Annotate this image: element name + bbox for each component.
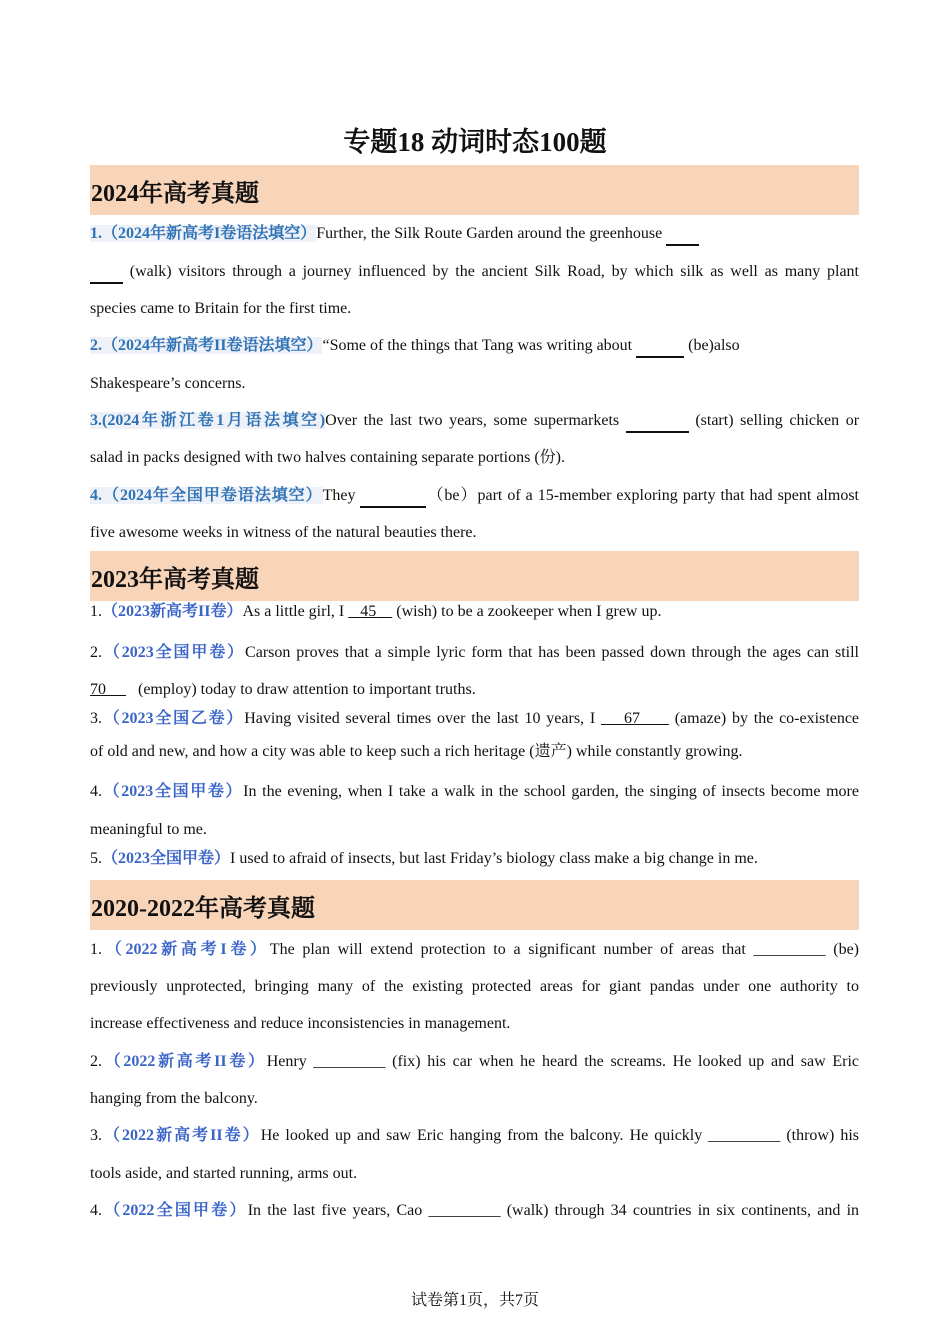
question-text: (start) selling chicken or [695,412,860,429]
question-source-tag: 3.(2024年浙江卷1月语法填空) [90,412,326,429]
answer-filled: 67 [624,710,641,727]
question-text: (walk) through 34 countries in six continents, and in [506,1202,860,1219]
question-text: Carson proves that a simple lyric form that has been passed down through the ages can still [245,644,859,661]
page-title: 专题18 动词时态100题 [343,127,607,157]
question-text: I used to afraid of insects, but last Friday’s biology class make a big change in me. [230,850,758,867]
answer-blank [636,336,684,358]
question-text: (employ) today to draw attention to important truths. [138,681,476,698]
question-source-tag: （2022新高考I卷） [102,941,270,958]
question-text: （be）part of a 15-member exploring party that had spent almost [426,487,859,504]
question-2022-1-line-3: increase effectiveness and reduce inconsistencies in management. [90,1015,511,1032]
answer-filled: 70 [90,681,106,698]
question-2022-2-line-2: hanging from the balcony. [90,1090,258,1107]
question-source-tag: （2023全国甲卷） [102,850,231,867]
section-heading-2024: 2024年高考真题 [90,165,859,215]
question-2024-2-line-1 [90,336,859,358]
question-source-tag: （2023新高考II卷） [102,603,243,620]
question-source-tag: 1.（2024年新高考I卷语法填空） [90,225,317,242]
question-text: Further, the Silk Route Garden around the greenhouse [316,225,663,242]
question-2023-3-line-1: 3.（2023全国乙卷）Having visited several times over the last 10 years, I 67 (amaze) by the co-existence [90,710,860,727]
question-2024-1-line-2 [90,262,859,284]
answer-blank: _________ [313,1053,386,1070]
question-source-tag: （2023全国甲卷） [102,783,244,800]
question-source-tag: 2.（2024年新高考II卷语法填空） [90,337,323,354]
question-text: In the evening, when I take a walk in the school garden, the singing of insects become more [243,783,859,800]
question-2022-1-line-2: previously unprotected, bringing many of the existing protected areas for giant pandas under one authority to [90,978,859,995]
question-2022-3-line-1: 3.（2022新高考II卷）He looked up and saw Eric hanging from the balcony. He quickly _________ (throw) his [90,1127,860,1144]
question-text: “Some of the things that Tang was writing about [322,337,633,354]
question-text: As a little girl, I [242,603,345,620]
answer-blank [90,262,123,284]
answer-blank [360,486,426,508]
question-text: (be) [833,941,860,958]
question-2023-5: 5.（2023全国甲卷）I used to afraid of insects, but last Friday’s biology class make a big change in me. [90,850,758,867]
question-source-tag: （2023全国乙卷） [102,710,245,727]
question-source-tag: （2022新高考II卷） [102,1127,261,1144]
question-text: He looked up and saw Eric hanging from the balcony. He quickly [260,1127,703,1144]
question-2024-1-line-1 [90,224,859,246]
question-text: Having visited several times over the last 10 years, I [244,710,596,727]
question-text: (be)also [688,337,740,354]
question-source-tag: （2022新高考II卷） [102,1053,267,1070]
question-text: (throw) his [786,1127,860,1144]
question-2024-4-line-2: five awesome weeks in witness of the natural beauties there. [90,524,477,541]
question-text: Over the last two years, some supermarkets [325,412,620,429]
question-2024-4-line-1 [90,486,859,508]
question-text: Henry [266,1053,307,1070]
question-text: (walk) visitors through a journey influenced by the ancient Silk Road, by which silk as well as many plant [129,263,860,280]
question-text: (wish) to be a zookeeper when I grew up. [396,603,662,620]
question-2023-4-line-1: 4.（2023全国甲卷）In the evening, when I take a walk in the school garden, the singing of insects become more [90,783,859,800]
question-text: They [322,487,356,504]
question-2022-1-line-1: 1.（2022新高考I卷）The plan will extend protection to a significant number of areas that _________ (be) [90,941,860,958]
question-2022-3-line-2: tools aside, and started running, arms out. [90,1165,358,1182]
question-2023-2-line-1: 2.（2023全国甲卷）Carson proves that a simple lyric form that has been passed down through the ages can still [90,644,859,661]
answer-filled: 45 [360,603,377,620]
section-heading-2020-2022: 2020-2022年高考真题 [90,880,859,930]
question-2023-2-line-2 [90,680,859,700]
question-source-tag: 4.（2024年全国甲卷语法填空） [90,487,323,504]
question-2023-3-line-2: of old and new, and how a city was able to keep such a rich heritage (遗产) while constantly growing. [90,743,743,760]
page-footer: 试卷第1页，共7页 [410,1292,539,1309]
answer-blank [626,411,689,433]
question-2024-1-line-3: species came to Britain for the first time. [90,300,352,317]
question-2024-2-line-2: Shakespeare’s concerns. [90,375,246,392]
question-source-tag: （2023全国甲卷） [102,644,246,661]
question-text: (amaze) by the co-existence [674,710,860,727]
question-2024-3-line-1 [90,411,859,433]
question-text: (fix) his car when he heard the screams. He looked up and saw Eric [392,1053,859,1070]
question-text: In the last five years, Cao [247,1202,423,1219]
answer-blank [666,224,699,246]
question-2022-4-line-1: 4.（2022全国甲卷）In the last five years, Cao _________ (walk) through 34 countries in six continents, and in [90,1202,860,1219]
question-2023-4-line-2: meaningful to me. [90,821,207,838]
question-2024-3-line-2: salad in packs designed with two halves containing separate portions (份). [90,449,565,466]
answer-blank: _________ [753,941,826,958]
section-heading-2023: 2023年高考真题 [90,551,859,601]
question-text: The plan will extend protection to a significant number of areas that [269,941,746,958]
question-2022-2-line-1: 2.（2022新高考II卷）Henry _________ (fix) his car when he heard the screams. He looked up and saw Eric [90,1053,859,1070]
question-2023-1: 1.（2023新高考II卷）As a little girl, I 45 (wish) to be a zookeeper when I grew up. [90,603,662,620]
answer-blank: _________ [708,1127,781,1144]
answer-blank: _________ [428,1202,501,1219]
question-source-tag: （2022全国甲卷） [102,1202,248,1219]
